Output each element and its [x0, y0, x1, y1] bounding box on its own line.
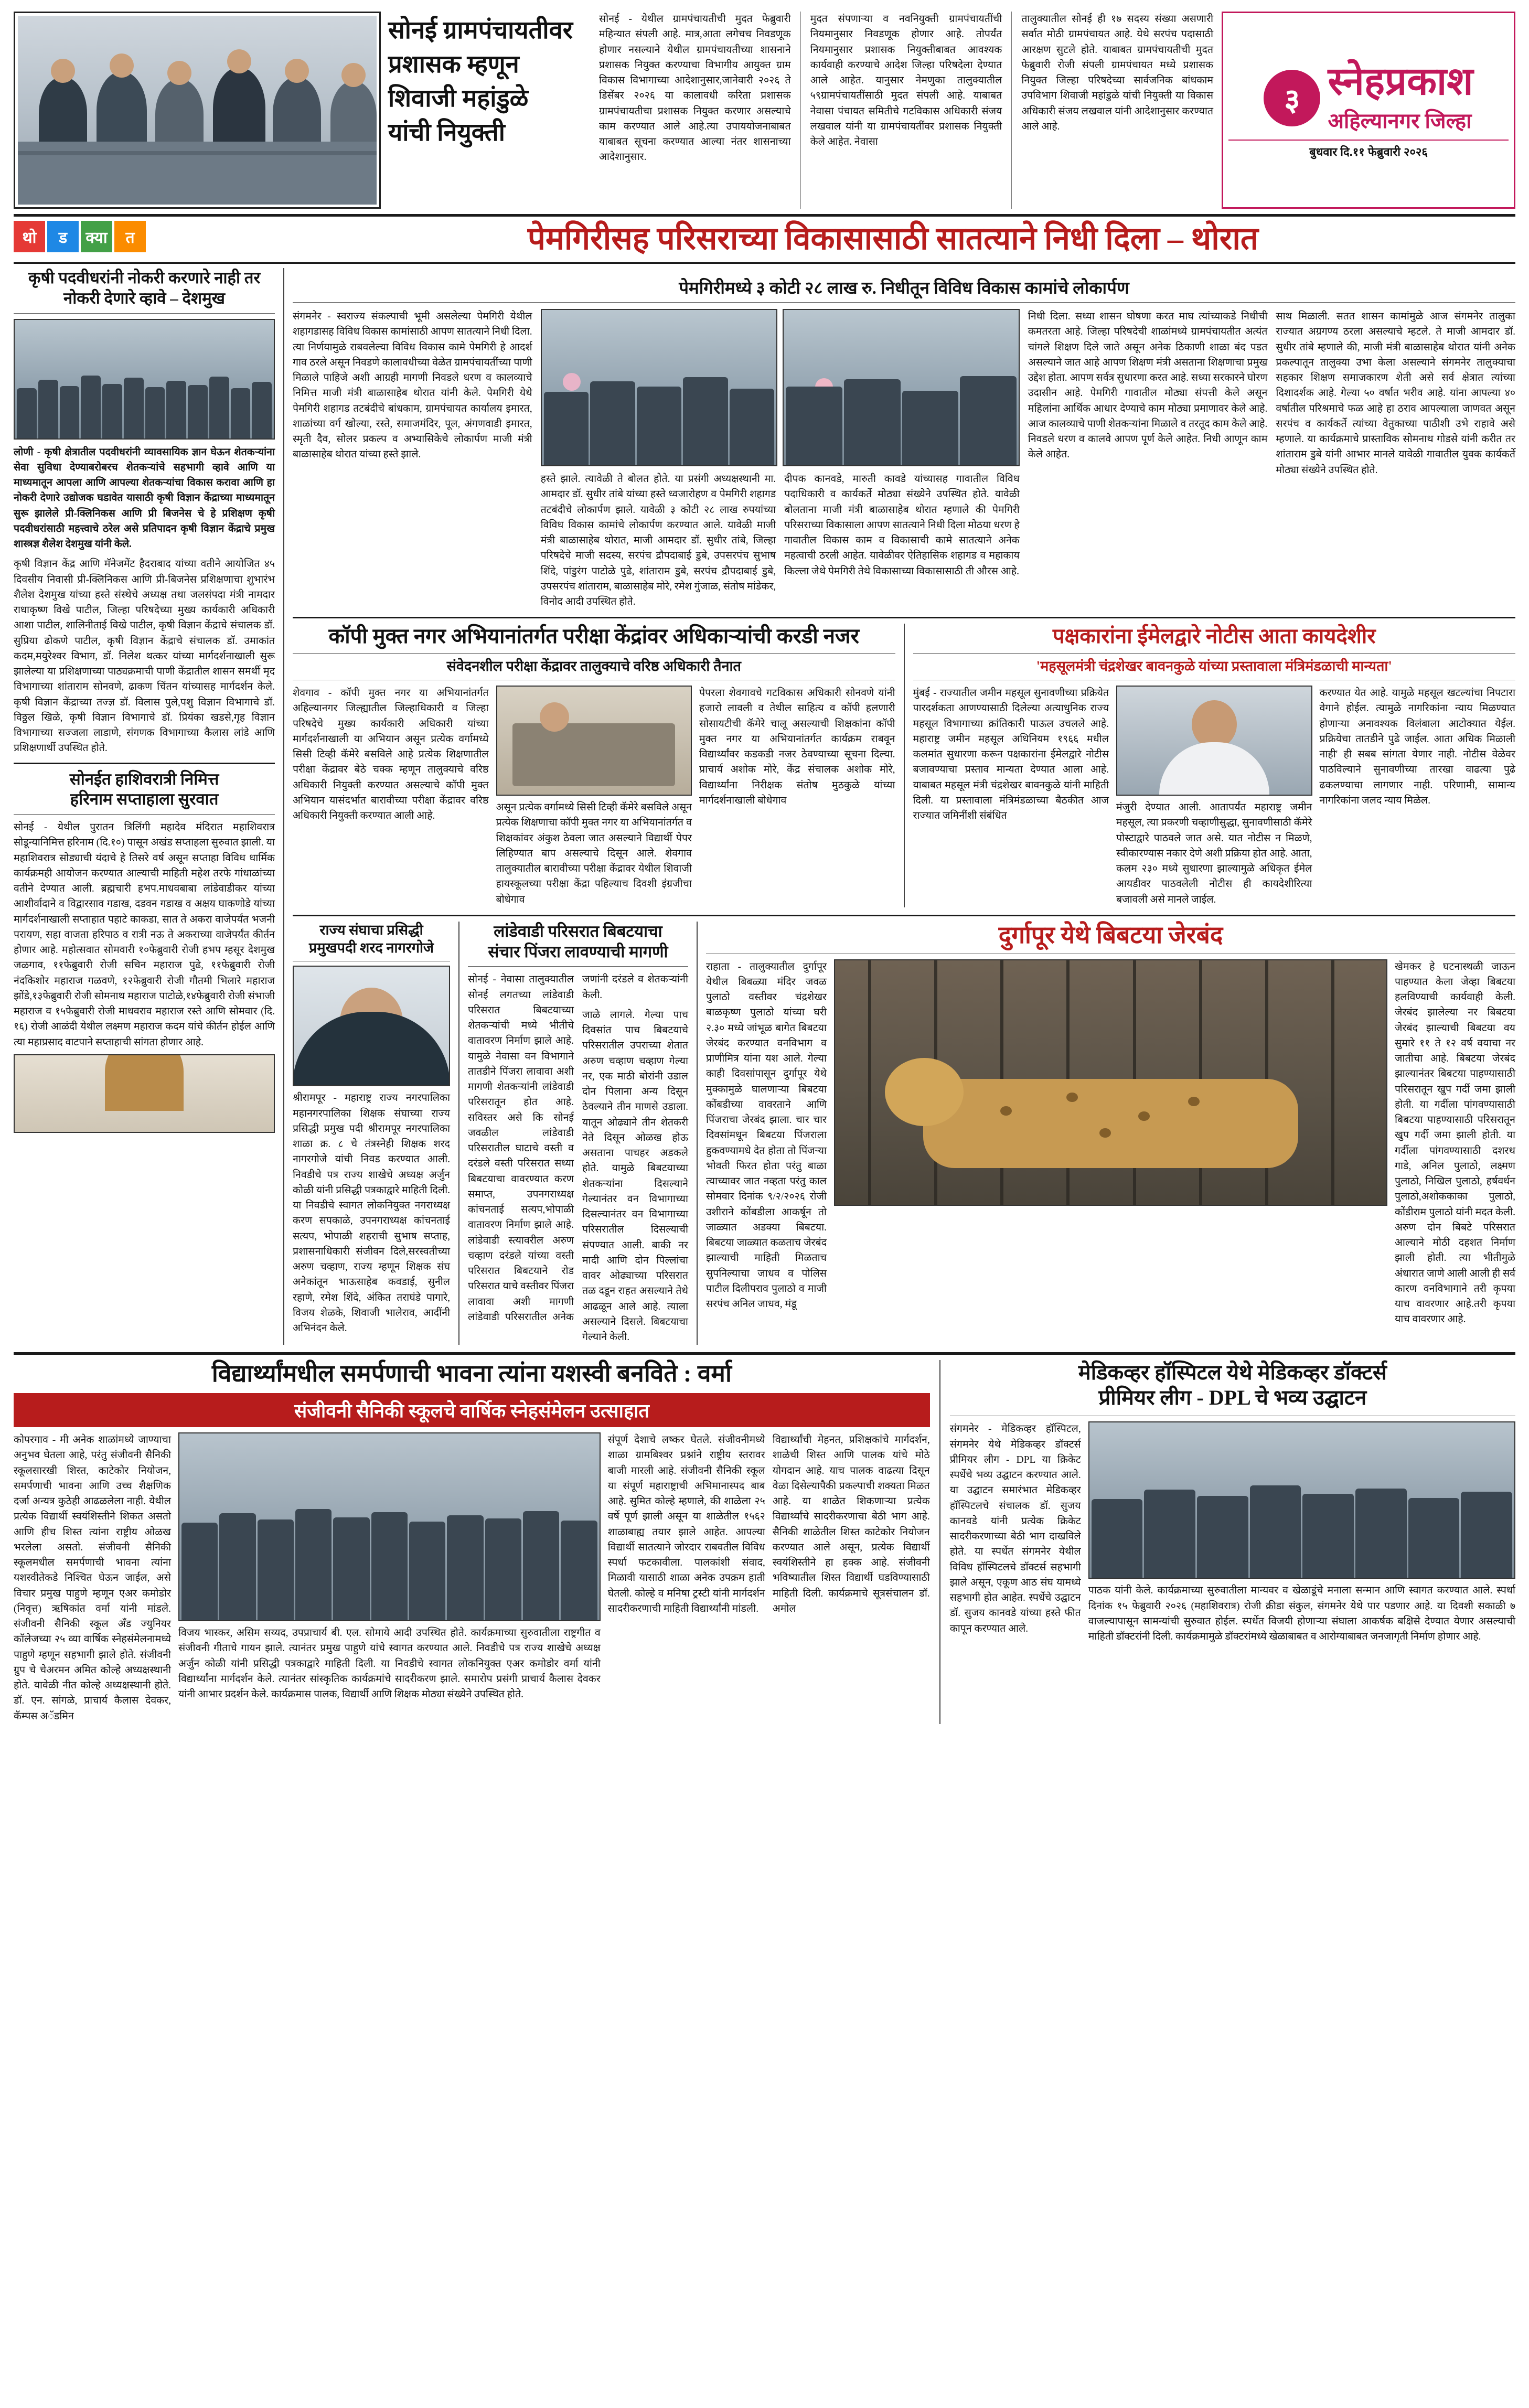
bottom-right-col-1: संगमनेर - मेडिकव्हर हॉस्पिटल, संगमनेर येथे मेडिकव्हर डॉक्टर्स प्रीमियर लीग - DPL या क्रिकेट स्पर्धेचे भव्य उद्घाटन करण्यात आले. या उद्घाटन समारंभात मेडिकव्हर हॉस्पिटलचे संचालक डॉ. सुजय कानवडे यांनी प्रत्येक क्रिकेट सादरीकरणाच्या बेठी भाग दाखविले होते. या स्पर्धेत संगमनेर येथील विविध हॉस्पिटलचे डॉक्टर्स सहभागी झाले असून, एकूण आठ संघ यामध्ये सहभागी होत आहेत. स्पर्धेचे उद्घाटन डॉ. सुजय कानवडे यांच्या हस्ते फीत कापून करण्यात आले. [949, 1424, 1081, 1634]
masthead-col-3: तालुक्यातील सोनई ही १७ सदस्य संख्या असणारी सर्वात मोठी ग्रामपंचायत आहे. येथे सरपंच पदासाठी आरक्षण सुटले होते. याबाबत ग्रामपंचायतीची मुदत फेब्रुवारी रोजी संपली ग्रामपंचायत मध्ये प्रशासक नियुक्त जिल्हा परिषदेच्या सार्वजनिक बांधकाम उपविभाग शिवाजी महांडुळे यांची नियुक्ती या विकास अधिकारी संजय लखवाल यांनी आदेशानुसार करण्यात आले आहे. [1021, 14, 1214, 132]
column-divider-1 [283, 268, 284, 1345]
lead-col-2: हस्ते झाले. त्यावेळी ते बोलत होते. या प्रसंगी अध्यक्षस्थानी मा. आमदार डॉ. सुधीर तांबे यांच्या हस्ते ध्वजारोहण व पेमगिरी शहागड तटबंदीचे लोकार्पण झाले. यावेळी ३ कोटी २८ लाख रुपयांच्या विविध विकास कामांचे लोकार्पण करण्यात आले. यावेळी माजी मंत्री बाळासाहेब थोरात, माजी आमदार डॉ. सुधीर तांबे, जिल्हा परिषदेचे माजी सदस्य, सरपंच द्रौपदाबाई डुबे, उपसरपंच सुभाष शिंदे, पांडुरंग पाटोळे पुढे, शांताराम डुबे, सरपंच द्रौपदाबाई डुबे, उपसरपंच शांताराम, बाळासाहेब मोरे, रमेश गुंजाळ, संतोष मांडेकर, विनोद आदी उपस्थित होते. [540, 474, 776, 607]
landewadi-headline-1: लांडेवाडी परिसरात बिबटयाचा [494, 922, 662, 940]
durgapur-headline: दुर्गापूर येथे बिबटया जेरबंद [998, 921, 1223, 948]
lead-col-3: दीपक कानवडे, मारुती कावडे यांच्यासह गावातील विविध पदाधिकारी व कार्यकर्ते मोठ्या संख्येने उपस्थित होते. यावेळी बोलताना माजी मंत्री बाळासाहेब थोरात म्हणाले की पेमगिरी परिसराच्या विकासाला आपण सातत्याने निधी दिला मोठया धरण हे गावातील विकास काम व विकासाची कामे सातत्याने अनेक महत्वाची ठरली आहेत. यावेळीवर ऐतिहासिक शहागड व महाकाय किल्ला जेथे पेमगिरी तेथे विकासाच्या विकासासाठी ती औरस आहे. [784, 474, 1020, 577]
left-story1-photo [14, 319, 275, 440]
bottom-right-story [950, 1360, 1515, 1724]
lead-headline: पेमगिरीसह परिसराच्या विकासासाठी सातत्याने निधी दिला – थोरात [527, 221, 1259, 256]
lead-photo-block [541, 309, 1020, 609]
bottom-right-headline-1: मेडिकव्हर हॉस्पिटल येथे मेडिकव्हर डॉक्टर्स [1078, 1361, 1387, 1385]
shard-headline-1: राज्य संघाचा प्रसिद्धी [319, 922, 423, 938]
notice-col-1: मुंबई - राज्यातील जमीन महसूल सुनावणीच्या प्रक्रियेत पारदर्शकता आणण्यासाठी दिलेल्या अत्याधुनिक राज्य महसूल विभागाच्या क्रांतिकारी पाऊल उचलले आहे. महाराष्ट्र जमीन महसूल अधिनियम १९६६ मधील कलमांत सुधारणा करून पक्षकारांना ईमेलद्वारे नोटीस बजावण्याचा प्रस्ताव मान्यता देण्यात आला आहे. याबाबत महसूल मंत्री चंद्रशेखर बावनकुळे यांनी माहिती दिली. या प्रस्तावाला मंत्रिमंडळाच्या बैठकीत आज राज्यात जमिनींशी संबंधित [913, 688, 1109, 821]
masthead-title: सोनई ग्रामपंचायतीवर प्रशासक म्हणून शिवाजी महांडुळे यांची नियुक्ती [388, 17, 573, 146]
left-story2-headline-line1: सोनईत हाशिवरात्री निमित्त [69, 769, 219, 788]
paper-subtitle: अहिल्यानगर जिल्हा [1328, 109, 1472, 133]
column-divider-2 [904, 624, 905, 907]
kicker-box-2: ड [47, 221, 79, 252]
temple-photo [14, 1054, 275, 1133]
kicker-box-3: क्या [81, 221, 112, 252]
left-story1-headline: कृषी पदवीधरांनी नोकरी करणारे नाही तर नोकरी देणारे व्हावे – देशमुख [28, 269, 261, 307]
third-row [293, 922, 1515, 1345]
masthead-photo [18, 16, 377, 205]
left-story1-body [14, 445, 275, 756]
story-email-notice [913, 624, 1516, 907]
bottom-right-col-2: पाठक यांनी केले. कार्यक्रमाच्या सुरुवातीला मान्यवर व खेळाडूंचे मनाला सन्मान आणि स्वागत करण्यात आले. स्पर्धा दिनांक १५ फेब्रुवारी २०२६ (महाशिवरात्र) रोजी क्रीडा संकुल, संगमनेर येथे पार पडणार आहे. या दिवशी सकाळी ७ वाजल्यापासून सामन्यांची सुरुवात होईल. स्पर्धेत विजयी होणाऱ्या संघाला आकर्षक बक्षिसे देण्यात येणार असल्याची माहिती डॉक्टरांनी दिली. कार्यक्रमामुळे डॉक्टरांमध्ये खेळाबाबत व आरोग्याबाबत जनजागृती निर्माण होणार आहे. [1088, 1585, 1515, 1642]
kicker-box-1: थो [14, 221, 45, 252]
landewadi-body [468, 972, 688, 1345]
masthead-photo-frame [14, 12, 381, 209]
durgapur-col-1: राहाता - तालुक्यातील दुर्गापूर येथील बिबळ्या मंदिर जवळ पुलाठो वस्तीवर चंद्रशेखर बाळकृष्ण पुलाठो यांच्या घरी २.३० मध्ये जांभूळ बागेत बिबटया जेरबंद करण्यात वनविभाग व प्राणीमित्र यांना यश आले. गेल्या काही दिवसांपासून दुर्गापूर येथे मुक्कामुळे घालणाऱ्या बिबटया कोंबडीच्या वावरताने आणि पिंजराचा जेरबंद झाला. चार चार दिवसांमधून बिबटया पिंजराला हुकवण्यामधे देत होता तो पिंजऱ्या भोवती फिरत होता परंतु बाळा त्याच्यावर जात नव्हता परंतु काल सोमवार दिनांक ९/२/२०२६ रोजी उशीराने कोंबडीला आकर्षून तो जाळ्यात अडक्या बिबटया. बिबटया जाळ्यात कळताच जेरबंद झाल्याची माहिती मिळताच सुपनिल्याचा जाधव व पोलिस पाटील दिलीपराव पुलाठो व माजी सरपंच अनिल जाधव, मंडू [706, 961, 827, 1310]
dpl-inauguration-photo [1088, 1421, 1515, 1579]
copy-free-col-1: शेवगाव - कॉपी मुक्त नगर या अभियानांतर्गत अहिल्यानगर जिल्ह्यातील जिल्हाधिकारी व जिल्हा परिषदेचे मुख्य कार्यकारी अधिकारी यांच्या मार्गदर्शनाखाली या अभियान असून प्रत्येक वर्गामध्ये सिसी टिव्ही कॅमेरे बसविले आहे प्रत्येक शिक्षणातील परीक्षा केंद्रावर बेठे चक्क म्हणून तालुक्याचे वरिष्ठ अधिकारी नियुक्ती करण्यात असल्याचे कॉपी मुक्त अभियान यासंदर्भात बारावीच्या परीक्षा केंद्रावर वरिष्ठ अधिकारी नियुक्ती करण्यात आली आहे. [293, 688, 489, 821]
lead-story-columns [293, 309, 1515, 609]
edition-date: बुधवार दि.११ फेब्रुवारी २०२६ [1228, 140, 1509, 159]
copy-free-col-2: असून प्रत्येक वर्गामध्ये सिसी टिव्ही कॅमेरे बसविले असून प्रत्येक शिक्षणाचा कॉपी मुक्त नगर या अभियानांतर्गत व शिक्षकांवर अंकुश ठेवला जात असल्याने विद्यार्थी पेपर लिहिण्यात बाप असल्याचे दिसून आले. शेवगाव तालुक्यातील बारावीच्या परीक्षा केंद्रावर येथील शिवाजी हायस्कूलच्या परीक्षा केंद्रा पहिल्याच दिवशी इंग्रजीचा बोधेगाव [496, 802, 692, 905]
school-event-photo [178, 1432, 601, 1621]
dateline-loni: लोणी - कृषी क्षेत्रातील पदवीधरांनी व्यावसायिक ज्ञान घेऊन शेतकऱ्यांना सेवा सुविधा देण्याबरोबरच शेतकऱ्यांचे सहभागी व्हावे आणि या माध्यमातून आपला आणि आपल्या शेतकऱ्यांचा विकास करावा आणि हा नोकरी देणारे उद्योजक घडावेत यासाठी कृषी विज्ञान केंद्राच्या माध्यमातून सुरू झालेले प्री-क्लिनिकस आणि प्री बिजनेस चे हे प्रशिक्षण कृषी पदवीधरांसाठी महत्त्वाचे ठरेल असे प्रतिपादन कृषी विज्ञान केंद्राचे प्रमुख शास्त्रज्ञ शैलेश देशमुख यांनी केले. [14, 446, 275, 550]
story-copy-free [293, 624, 895, 907]
shard-portrait-photo [293, 966, 450, 1086]
left-story2-body-wrap [14, 820, 275, 1050]
bottom-left-col-1: कोपरगाव - मी अनेक शाळांमध्ये जाण्याचा अनुभव घेतला आहे, परंतु संजीवनी सैनिकी स्कूलसारखी शिस्त, काटेकोर नियोजन, समर्पणाची भावना आणि उच्च शैक्षणिक दर्जा अन्यत्र कुठेही आढळलेला नाही. येथील प्रत्येक विद्यार्थी स्वयंशिस्तीने शिकत असतो आणि हीच शिस्त त्यांना राष्ट्रीय ओळख भरलेला असतो. संजीवनी सैनिकी स्कूलमधील समर्पणाची भावना त्यांना यशस्वीतेकडे निश्चित घेऊन जाईल, असे विचार प्रमुख पाहुणे म्हणून एअर कमोडोर (निवृत्त) ऋषिकांत वर्मा यांनी मांडले. संजीवनी सैनिकी स्कूल अँड ज्युनियर कॉलेजच्या २५ व्या वार्षिक स्नेहसंमेलनामध्ये पाहुणे म्हणून सहभागी झाले होते. संजीवनी ग्रुप चे चेअरमन अमित कोल्हे अध्यक्षस्थानी होते. यावेळी नीत कोल्हे अध्यक्षस्थानी होते. डॉ. एन. सांगळे, प्राचार्य कैलास देवकर, कॅम्पस अॅडमिन [14, 1435, 171, 1722]
bottom-left-headline: विद्यार्थ्यांमधील समर्पणाची भावना त्यांना यशस्वी बनविते : वर्मा [211, 1360, 732, 1387]
masthead-col-2: मुदत संपणाऱ्या व नवनियुक्ती ग्रामपंचायतींची नियमानुसार निवडणूक होणार आहे. तोपर्यंत नियमानुसार प्रशासक नियुक्तीबाबत आवश्यक कार्यवाही करण्याचे आदेश जिल्हा परिषदेला देण्यात आले आहेत. यानुसार नेमणुका तालुक्यातील ५९ग्रामपंचायतींसाठी मुदत संपली आहे. याबाबत नेवासा पंचायत समितीचे गटविकास अधिकारी संजय लखवाल यांनी या ग्रामपंचायतींवर प्रशासक नियुक्ती केले आहेत. नेवासा [810, 14, 1002, 147]
masthead-text-columns [599, 12, 1213, 209]
notice-col-3: करण्यात येत आहे. यामुळे महसूल खटल्यांचा निपटारा वेगाने होईल. त्यामुळे नागरिकांना न्याय मिळण्यात होणाऱ्या अनावश्यक विलंबाला आटोक्यात येईल. प्रक्रियेचा तातडीने पुढे जाईल. आता अधिक मिळाली नाही' ही सबब सांगता येणार नाही. नोटीस वेळेवर पाठविल्याने सुनावणीच्या तारखा वाढत्या पुढे ढकलण्याचा लागणार नाही. परिणामी, सामान्य नागरिकांना जलद न्याय मिळेल. [1319, 688, 1515, 806]
bottom-left-col-2: विजय भास्कर, असिम सय्यद, उपप्राचार्य बी. एल. सोमाये आदी उपस्थित होते. कार्यक्रमाच्या सुरुवातीला राष्ट्रगीत व संजीवनी गीताचे गायन झाले. त्यानंतर प्रमुख पाहुणे यांचे स्वागत करण्यात आले. निवडीचे पत्र राज्य शाखेचे अध्यक्ष अर्जुन कोळी यांनी प्रसिद्धी पत्रकाद्वारे माहिती दिली. या निवडीचे स्वागत लोकनियुक्त एअर कमोडोर वर्मा यांनी विद्यार्थ्यांना मार्गदर्शन केले. त्यानंतर सांस्कृतिक कार्यक्रमांचे सादरीकरण झाले. समारोप प्रसंगी प्राचार्य कैलास देवकर यांनी आभार प्रदर्शन केले. कार्यक्रमास पालक, विद्यार्थी आणि शिक्षक मोठ्या संख्येने उपस्थित होते. [178, 1628, 601, 1700]
left-story1-para2: कृषी विज्ञान केंद्र आणि मॅनेजमेंट हैदराबाद यांच्या वतीने आयोजित ४५ दिवसीय निवासी प्री-क्लिनिकस आणि प्री-बिजनेस प्रशिक्षणाचा शुभारंभ शैलेश देशमुख यांच्या हस्ते संस्थेचे अध्यक्ष तथा जलसंपदा मंत्री नामदार राधाकृष्ण विखे पाटील, जिल्हा परिषदेच्या मुख्य कार्यकारी अधिकारी आशा पाटील, शालिनीताई विखे पाटील, कृषी विज्ञान केंद्राचे संचालक डॉ. सुप्रिया ढोकणे पाटील, कृषी विज्ञान केंद्राचे संचालक डॉ. उमाकांत कदम,मयुरेश्वर विभाग, डॉ. निलेश थत्कर यांच्या मार्गदर्शनाखाली सुरू झालेल्या या प्रशिक्षणाच्या पाठ्यक्रमाची पाणी केंद्रातील शासन समर्थी मृद विभागाच्या शांताराम सोनवणे, ढाकण चिंतन यांच्यासह मार्गदर्शन केले. कृषी विज्ञान केंद्राच्या तज्ज्ञ डॉ. विलास पुले,पशु विज्ञान विभागाचे डॉ. विठ्ठल खिळे, कृषी विज्ञान विभागाचे डॉ. प्रियंका खडसे,गृह विज्ञान विभागाच्या सज्जला लाडाणे, संगणक विभागाच्या कैलास लांडे आणि प्रशिक्षणार्थी उपस्थित होते. [14, 559, 275, 754]
lead-rule [14, 262, 1515, 264]
landewadi-body-part1: सोनई - नेवासा तालुक्यातील सोनई लगतच्या लांडेवाडी परिसरात बिबटयाच्या शेतकऱ्यांची मध्ये भीतीचे वातावरण निर्माण झाले आहे. यामुळे नेवासा वन विभागाने तातडीने पिंजरा लावावा अशी मागणी शेतकऱ्यांनी लांडेवाडी परिसरातून होत आहे. सविस्तर असे कि सोनई जवळील लांडेवाडी परिसरातील घाटाचे वस्ती व दरंडले वस्ती परिसरात सध्या बिबटयाचा वावरण्यात करण समाप्त, उपनगराध्यक्ष कांचनताई सत्यप,भोपाळी वातावरण निर्माण झाले आहे. लांडेवाडी स्त्यावरील अरुण चव्हाण दरंडले यांच्या वस्ती परिसरात बिबटयाने रोड परिसरात याचे वस्तीवर पिंजरा लावावा अशी मागणी लांडेवाडी परिसरातील अनेक जणांनी दरंडले व शेतकऱ्यांनी केली. [468, 974, 688, 1323]
lead-col-5: साथ मिळाली. सतत शासन कामांमुळे आज संगमनेर तालुका राज्यात अग्रगण्य ठरला असल्याचे म्हटले. ते माजी आमदार डॉ. सुधीर तांबे म्हणाले की, माजी मंत्री बाळासाहेब थोरात यांनी अनेक प्रकल्पातून तालुक्या उभा केला असल्याने संगमनेर तालुक्याचा सहकार शिक्षण समाजकारण शेती असे सर्व क्षेत्रात त्यांच्या दिशादर्शक आहे. गेल्या ५० वर्षात भरीव आहे. यांना आपल्या ४० वर्षातील परिश्रमाचे फळ आहे हा ठराव आपल्याला जाणवत असून सरपंच व कार्यकर्ते त्यांच्या वेतुकाच्या पाठीशी उभे राहावे असे म्हणाले. या कार्यक्रमाचे प्रास्ताविक सोमनाथ गोडसे यांनी करीत तर शांताराम डुबे यांनी आभार मानले यावेळी गावातील युवक कार्यकर्ते मोठ्या संख्येने उपस्थित होते. [1276, 311, 1515, 476]
bottom-left-col-4: विद्यार्थ्यांची मेहनत, प्रशिक्षकांचे मार्गदर्शन, शाळेची शिस्त आणि पालक यांचे मोठे योगदान आहे. याच पालक वाढत्या दिसून वेळा दिसेल्यापैकी प्रकल्पाची शक्यता मिळत आहे. या शाळेत शिकणाऱ्या प्रत्येक विद्यार्थ्यांचे सादरीकरणाचा बेठी भाग आहे. सैनिकी शाळेतील शिस्त काटेकोर नियोजन करण्यात आले असून, प्रत्येक विद्यार्थी स्वयंशिस्तीने हा हक्क आहे. संजीवनी भविष्यातील शिस्त विद्यार्थी घडविण्यासाठी माहिती दिली. कार्यक्रमाचे सूत्रसंचालन डॉ. अमोल [772, 1435, 930, 1614]
mid-stories-row [293, 624, 1515, 907]
story-landewadi [468, 922, 688, 1345]
story-durgapur [706, 922, 1515, 1345]
left-story2-headline-line2: हरिनाम सप्ताहाला सुरवात [70, 790, 219, 809]
bottom-left-story [14, 1360, 930, 1724]
masthead [14, 12, 1515, 209]
bottom-right-headline-2: प्रीमियर लीग - DPL चे भव्य उद्घाटन [1098, 1386, 1367, 1410]
bottom-left-col-3: संपूर्ण देशाचे लष्कर घेतले. संजीवनीमध्ये शाळा ग्रामबिश्वर प्रश्नांने राष्ट्रीय स्तरावर बाजी मारली आहे. संजीवनी सैनिकी स्कूल या संपूर्ण महाराष्ट्राची अभिमानास्पद बाब आहे. सुमित कोल्हे म्हणाले, की शाळेला २५ वर्षे पूर्ण झाली असून या शाळेतील १५६२ शाळाबाह्य तयार झाले आहेत. आपल्या विद्यार्थी सातत्याने जोरदार राबवतील विविध स्पर्धा फटकावीला. पालकांशी संवाद, मिळावी यासाठी शाळा अनेक उपक्रम हाती घेतली. कोल्हे व मनिषा ट्रस्टी यांनी मार्गदर्शन सादरीकरणाची माहिती विद्यार्थ्यांनी मांडली. [607, 1435, 765, 1614]
lead-col-4: निधी दिला. सध्या शासन घोषणा करत माघ त्यांच्याकडे निधीची कमतरता आहे. जिल्हा परिषदेची शाळांमध्ये ग्रामपंचायतीत अत्यंत चांगले शिक्षण दिले जाते असून अनेक ठिकाणी शाळा बंद पडत असल्याने जात आहे आपण शिक्षण मंत्री असताना शिक्षणाचा प्रमुख उद्देश होता. आपण सर्वत्र सुधारणा करत आहे. सध्या सरकारने घोरण उदासीन आहे. पेमगिरी गावातील मोठ्या संपत्ती केले असून महिलांना आर्थिक आधार देण्याचे काम मोठ्या प्रमाणावर केले आहे. आज कालव्याचे पाणी शेतकऱ्यांना मिळाले व तरतूद काम केले आहे. निवडले धरण व कालवे आपण पूर्ण केले आहेत. निधी आणून काम केले आहेत. [1028, 311, 1268, 461]
bottom-left-subhead: संजीवनी सैनिकी स्कूलचे वार्षिक स्नेहसंमेलन उत्साहात [14, 1393, 930, 1427]
left-story2-body: सोनई - येथील पुरातन त्रिलिंगी महादेव मंदिरात महाशिवरात्र सोडून्यानिमित्त हरिनाम (दि.१०) पासून अखंड सप्ताहला सुरुवात झाली. या महाशिवरात्र सोड्याची यंदाचे हे तिसरे वर्ष असून सप्ताहा विविध धार्मिक कार्यक्रमही आयोजन करण्यात आल्याची माहिती महेश तरफे गांधाळांच्या वतीने देण्यात आली. ब्रह्मचारी हभप.माधवबाबा लांडेवाडीकर यांच्या आशीर्वादाने व विद्वारसाव गडाख, दडवन गडाख व अक्षय घाकणोडे यांच्या मार्गदर्शनाखाली सप्ताहात पहाटे काकडा, सात ते अकरा वाजेपर्यंत भजनी परायण, सहा वाजता हरिपाठ व रात्री नऊ ते अकराच्या वाजेपर्यंत कीर्तन होणार आहे. महोत्सवात सोमवारी १०फेब्रुवारी रोजी हभप म्हसूर देशमुख जळगाव, ११फेब्रुवारी रोजी सचिन महाराज पुढे, ११फेब्रुवारी रोजी नंदकिशोर महाराज गळवणे, १२फेब्रुवारी रोजी गौतमी भिलारे महाराज झोंडे,१३फेब्रुवारी रोजी सोमनाथ महाराज पाटोळे,१४फेब्रुवारी रोजी संभाजी महाराज व १५फेब्रुवारी रोजी माधवराव महाराज रस्ते आणि सोमवार (दि. १६) रोजी आळंदी येथील लक्ष्मण महाराज कदम यांचे कीर्तन होईल आणि त्या महाप्रसाद वाटपाने सप्ताहाची सांगता होणार आहे. [14, 822, 275, 1048]
bottom-section [14, 1360, 1515, 1724]
notice-headline: पक्षकारांना ईमेलद्वारे नोटीस आता कायदेशीर [1052, 624, 1376, 648]
bottom-section-rule [14, 1352, 1515, 1355]
kicker-box-4: त [114, 221, 146, 252]
shard-body: श्रीरामपूर - महाराष्ट्र राज्य नगरपालिका महानगरपालिका शिक्षक संघाच्या राज्य प्रसिद्धी प्रमुख पदी श्रीरामपूर नगरपालिका शाळा क्र. ८ चे तंत्रस्नेही शिक्षक शरद नागरगोजे यांची निवड करण्यात आली. निवडीचे पत्र राज्य शाखेचे अध्यक्ष अर्जुन कोळी यांनी प्रसिद्धी पत्रकाद्वारे माहिती दिली. या निवडीचे स्वागत लोकनियुक्त नगराध्यक्ष करण सपकाळे, उपनगराध्यक्ष कांचनताई सत्यप, भोपाळी शहराची सुभाष सप्ताह, प्रशासनाधिकारी संजीवन दिले,सरस्वतीच्या अरुण चव्हाण, राज्य म्हणून शिक्षक संघ अनेकांतून भाऊसाहेब कवडाई, सुनील रहाणे, रमेश शिंदे, अंकित तराघंडे पागारे, विजय शेळके, शिवाजी भालेराव, आदींनी अभिनंदन केले. [293, 1093, 450, 1334]
right-column [293, 268, 1515, 1345]
lead-subheadline: पेमगिरीमध्ये ३ कोटी २८ लाख रु. निधीतून विविध विकास कामांचे लोकार्पण [679, 279, 1129, 298]
kicker-blocks [14, 221, 271, 257]
leopard-photo [834, 959, 1387, 1206]
lead-col-2-3 [541, 472, 1020, 609]
landewadi-body-part2: जाळे लागले. गेल्या पाच दिवसांत पाच बिबटयाचे परिसरातील उपराच्या शेतात अरुण चव्हाण चव्हाण गेल्या नर, एक माठी बोरांनी उडाल दोन पिलाना अन्य दिसून ठेवल्याने तीन माणसे उडाला. यातून ओढ्याने तीन शेतकरी नेते दिसून ओळख होऊ असताना पाचहर अडकले होते. यामुळे बिबटयाच्या शेतकऱ्यांना दिसल्याने गेल्यानंतर वन विभागाच्या दिसल्यानंतर वन विभागाच्या परिसरातील दिसल्याची संपण्यात आली. बाकी नर मादी आणि दोन पिल्लांचा वावर ओढ्याच्या परिसरात तळ दडून राहत असल्याने तेथे आढळून आले आहे. त्याला असल्याने दिसले. बिबटयाचा गेल्याने केली. [582, 1009, 688, 1343]
notice-subhead: 'महसूलमंत्री चंद्रशेखर बावनकुळे यांच्या प्रस्तावाला मंत्रिमंडळाची मान्यता' [1036, 658, 1392, 675]
lead-headline-row [14, 221, 1515, 257]
edition-number-badge: ३ [1264, 70, 1320, 126]
masthead-bottom-rule [14, 214, 1515, 217]
copy-free-headline: कॉपी मुक्त नगर अभियानांतर्गत परीक्षा केंद्रांवर अधिकाऱ्यांची करडी नजर [328, 624, 859, 648]
paper-logo [1222, 12, 1515, 209]
copy-free-subhead: संवेदनशील परीक्षा केंद्रावर तालुक्याचे वरिष्ठ अधिकारी तैनात [446, 658, 741, 675]
column-divider-3 [939, 1360, 940, 1724]
landewadi-headline-2: संचार पिंजरा लावण्याची मागणी [488, 942, 668, 961]
story-shard [293, 922, 450, 1345]
paper-name: स्नेहप्रकाश [1328, 60, 1473, 103]
durgapur-col-2: खेमकर हे घटनास्थळी जाऊन पाहण्यात केला जेव्हा बिबटया हलविण्याची कार्यवाही केली. जेरबंद झालेल्या नर बिबटया जेरबंद झाल्याची बिबटया वय सुमारे ११ ते १२ वर्ष वयाचा नर जातीचा आहे. बिबटया जेरबंद झाल्यानंतर बिबटया पाहण्यासाठी परिसरातून खुप गर्दी जमा झाली होती. या गर्दीला पांगवण्यासाठी बिबटया पाहण्यासाठी परिसरातून खुप गर्दी जमा झाली होती. या गर्दीला पांगवण्यासाठी दशरथ गाडे, अनिल पुलाठो, लक्ष्मण पुलाठो, निखिल पुलाठो, हर्षवर्धन पुलाठो,अशोककाका पुलाठो, कोंडीराम पुलाठो यांनी मदत केली. अरुण दोन बिबटे परिसरात आल्याने मोठी दहशत निर्माण झाली होती. त्या भीतीमुळे अंधारात जाणे आली आली ही सर्व कारण वनविभागाने तरी कृपया याच वावरणार आहे.तरी कृपया याच वावरणार आहे. [1395, 961, 1515, 1325]
notice-col-2: मंजुरी देण्यात आली. आतापर्यंत महाराष्ट्र जमीन महसूल, त्या प्रकरणी चव्हाणीसुद्धा, सुनावणीसाठी कॅमेरे पोस्टाद्वारे पाठवले जात असे. यात नोटीस न मिळणे, स्वीकारण्यास नकार देणे अशी प्रक्रिया होत आहे. आता, कलम २३० मध्ये सुधारणा झाल्यामुळे अधिकृत ईमेल आयडीवर पाठवलेली नोटीस ही कायदेशीरित्या बजावली असे मानले जाईल. [1116, 802, 1312, 905]
exam-hall-photo [496, 686, 692, 796]
lead-col-1: संगमनेर - स्वराज्य संकल्पाची भूमी असलेल्या पेमगिरी येथील शहागडासह विविध विकास कामांसाठी आपण सातत्याने निधी दिला. त्या निर्णयामुळे राबवलेल्या विविध विकास कामे पेमगिरी हे आदर्श गाव ठरले असून निवडणे कालावधीच्या वेळेत ग्रामपंचायतींच्या पाणी मिळाले पाहिजे अशी आग्रही मागणी निवडले धरण व कालव्याचे निमित्त माजी मंत्री बाळासाहेब थोरात यांनी केले. पेमगिरी येथे पेमगिरी शहागड तटबंदीचे बांधकाम, ग्रामपंचायत कार्यालय इमारत, शाळांच्या वर्ग खोल्या, रस्ते, समाजमंदिर, पूल, अंगणवाडी इमारत, स्मृती दैव, सोलर प्रकल्प व अभ्यासिकेचे लोकार्पण माजी मंत्री बाळासाहेब थोरात यांच्या हस्ते झाले. [293, 311, 532, 461]
lead-photo-2 [783, 309, 1020, 466]
lead-photo-1 [541, 309, 778, 466]
masthead-col-1: सोनई - येथील ग्रामपंचायतीची मुदत फेब्रुवारी महिन्यात संपली आहे. मात्र,आता लगेचच निवडणूक होणार नसल्याने येथील ग्रामपंचायतीच्या शासनाने प्रशासक नियुक्त करण्याचा विभागीय आयुक्त ग्राम विकास विभागाच्या आदेशानुसार,जानेवारी २०२६ ते डिसेंबर २०२६ या कालावधी करिता प्रशासक ग्रामपंचायतीचा प्रशासक नियुक्त करणार असल्याचे काम करण्यात आले आहे.त्या उपाययोजनाबाबत याबाबत सूचना करण्यात आल्या नंतर शासनाच्या आदेशानुसार. [599, 14, 791, 163]
shard-headline-2: प्रमुखपदी शरद नागरगोजे [309, 939, 434, 956]
minister-photo [1116, 686, 1312, 796]
left-column [14, 268, 275, 1345]
main-grid [14, 268, 1515, 1345]
copy-free-col-3: पेपरला शेवगावचे गटविकास अधिकारी सोनवणे यांनी हजारो लावली व तेथील साहित्य व कॉपी हलणारी सोसायटीची कॅमेरे चालू असल्याची शिक्षकांना कॉपी मुक्त नगर या अभियानांतर्गत कार्यक्रम राबवून विद्यार्थ्यांवर कडकडी नजर ठेवण्याच्या सूचना दिल्या. प्राचार्य अशोक मोरे, केंद्र संचालक अशोक मोरे, विद्यार्थ्यांना निरीक्षक संतोष मुठकुळे यांच्या मार्गदर्शनाखाली बोधेगाव [699, 688, 895, 806]
